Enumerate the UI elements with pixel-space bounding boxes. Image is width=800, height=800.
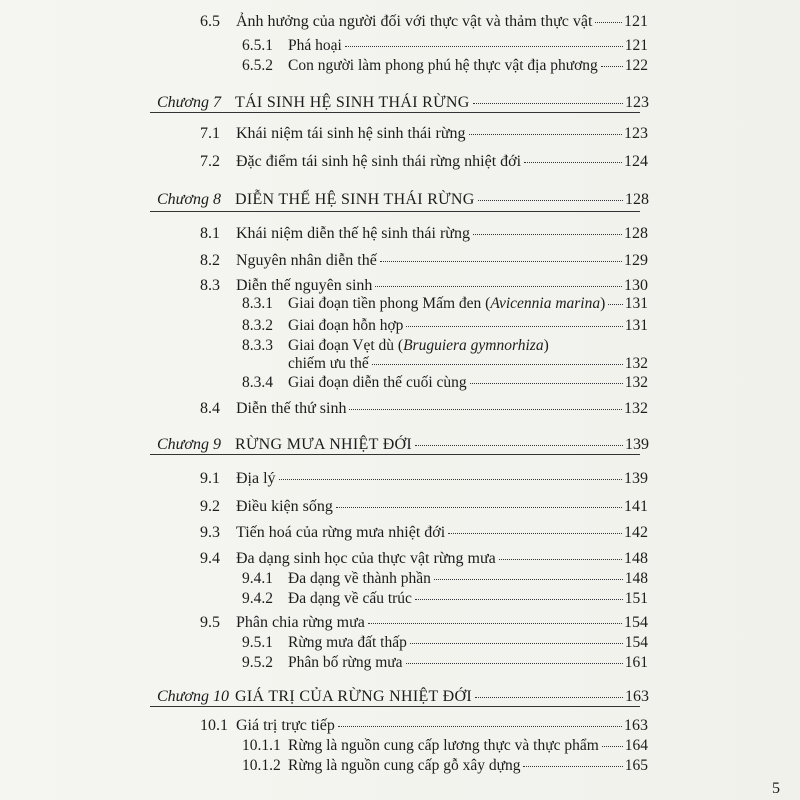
- toc-entry-page: 132: [624, 374, 648, 391]
- toc-entry-title: Địa lý: [236, 470, 276, 487]
- toc-entry-row: [200, 498, 648, 516]
- dot-leader: [349, 408, 622, 410]
- toc-entry-row: [242, 57, 648, 75]
- toc-entry-row: [242, 634, 648, 652]
- dot-leader: [499, 558, 622, 560]
- toc-entry-title: Ảnh hưởng của người đối với thực vật và thảm thực vật: [236, 13, 593, 30]
- dot-leader: [523, 765, 622, 767]
- toc-entry-row: [200, 125, 648, 143]
- toc-entry-number: 9.4.2: [242, 590, 273, 607]
- toc-entry-page: 164: [624, 737, 648, 754]
- toc-entry-page: 123: [624, 125, 648, 142]
- toc-chapter-row: [157, 191, 649, 209]
- toc-entry-number: Chương 10: [157, 688, 229, 705]
- toc-entry-row: [242, 295, 648, 313]
- toc-entry-row: [200, 400, 648, 418]
- toc-entry-page: 161: [624, 654, 648, 671]
- toc-entry-page: 131: [624, 295, 648, 312]
- toc-entry-title: Đa dạng sinh học của thực vật rừng mưa: [236, 550, 496, 567]
- toc-entry-number: 9.5: [200, 614, 220, 631]
- toc-entry-page: 128: [624, 225, 648, 242]
- toc-entry-row: [242, 757, 648, 775]
- dot-leader: [601, 65, 623, 67]
- dot-leader: [415, 598, 623, 600]
- dot-leader: [279, 478, 622, 480]
- toc-entry-row: [200, 470, 648, 488]
- toc-entry-row: [242, 337, 648, 355]
- dot-leader: [448, 532, 622, 534]
- toc-entry-page: 163: [624, 717, 648, 734]
- toc-entry-page: 163: [625, 688, 649, 705]
- toc-entry-row: [242, 654, 648, 672]
- toc-entry-title: chiếm ưu thế: [288, 355, 369, 372]
- toc-entry-number: 9.4: [200, 550, 220, 567]
- toc-entry-row: [200, 277, 648, 295]
- toc-entry-number: 8.3.3: [242, 337, 273, 354]
- toc-entry-title: Phân chia rừng mưa: [236, 614, 365, 631]
- toc-entry-row: [242, 737, 648, 755]
- toc-entry-page: 141: [624, 498, 648, 515]
- dot-leader: [478, 199, 623, 201]
- toc-entry-page: 154: [624, 614, 648, 631]
- toc-entry-title: Giai đoạn hỗn hợp: [288, 317, 404, 334]
- toc-entry-number: 9.1: [200, 470, 220, 487]
- dot-leader: [469, 133, 622, 135]
- toc-entry-number: 8.2: [200, 252, 220, 269]
- toc-entry-title: GIÁ TRỊ CỦA RỪNG NHIỆT ĐỚI: [235, 688, 472, 705]
- toc-entry-title: Diễn thế nguyên sinh: [236, 277, 373, 294]
- dot-leader: [375, 285, 622, 287]
- toc-entry-row: [200, 614, 648, 632]
- toc-entry-title: Đa dạng về thành phần: [288, 570, 431, 587]
- toc-entry-number: 10.1: [200, 717, 228, 734]
- dot-leader: [524, 161, 622, 163]
- chapter-divider-line: [150, 454, 640, 455]
- toc-entry-row: [242, 570, 648, 588]
- toc-entry-title: Giá trị trực tiếp: [236, 717, 335, 734]
- toc-entry-page: 121: [624, 13, 648, 30]
- toc-entry-title: RỪNG MƯA NHIỆT ĐỚI: [235, 436, 413, 453]
- dot-leader: [470, 382, 623, 384]
- dot-leader: [434, 578, 623, 580]
- toc-entry-row: [242, 317, 648, 335]
- species-name: Avicennia marina: [490, 295, 601, 312]
- toc-entry-title: Điều kiện sống: [236, 498, 333, 515]
- toc-entry-number: 6.5.2: [242, 57, 273, 74]
- toc-entry-title: Khái niệm tái sinh hệ sinh thái rừng: [236, 125, 466, 142]
- toc-entry-number: 7.2: [200, 153, 220, 170]
- toc-chapter-row: [157, 436, 649, 454]
- toc-entry-title: Giai đoạn tiền phong Mấm đen (Avicennia marina): [288, 295, 606, 312]
- toc-entry-title: Diễn thế thứ sinh: [236, 400, 347, 417]
- toc-entry-title: Con người làm phong phú hệ thực vật địa phương: [288, 57, 598, 74]
- dot-leader: [406, 662, 623, 664]
- toc-entry-page: 130: [624, 277, 648, 294]
- toc-entry-number: 6.5.1: [242, 37, 273, 54]
- toc-entry-page: 148: [624, 550, 648, 567]
- dot-leader: [415, 444, 623, 446]
- toc-entry-row: [200, 153, 648, 171]
- dot-leader: [410, 642, 623, 644]
- dot-leader: [473, 102, 623, 104]
- toc-entry-page: 139: [624, 470, 648, 487]
- toc-entry-title: Rừng mưa đất thấp: [288, 634, 407, 651]
- toc-entry-title: Tiến hoá của rừng mưa nhiệt đới: [236, 524, 446, 541]
- dot-leader: [473, 233, 622, 235]
- toc-entry-number: Chương 9: [157, 436, 221, 453]
- toc-entry-number: 6.5: [200, 13, 220, 30]
- toc-entry-number: 8.3.1: [242, 295, 273, 312]
- toc-entry-number: 8.3.2: [242, 317, 273, 334]
- toc-entry-row: [242, 590, 648, 608]
- toc-entry-title: Đặc điểm tái sinh hệ sinh thái rừng nhiệt đới: [236, 153, 522, 170]
- toc-entry-page: 124: [624, 153, 648, 170]
- dot-leader: [406, 325, 622, 327]
- toc-entry-number: 9.2: [200, 498, 220, 515]
- toc-chapter-row: [157, 688, 649, 706]
- dot-leader: [475, 696, 623, 698]
- toc-entry-row: [200, 717, 648, 735]
- toc-entry-title: Rừng là nguồn cung cấp gỗ xây dựng: [288, 757, 521, 774]
- toc-entry-title: Nguyên nhân diễn thế: [236, 252, 377, 269]
- toc-entry-title: Giai đoạn Vẹt dù (Bruguiera gymnorhiza): [288, 337, 549, 354]
- toc-entry-row: [242, 37, 648, 55]
- toc-entry-page: 123: [625, 94, 649, 111]
- toc-entry-number: Chương 8: [157, 191, 221, 208]
- toc-entry-number: 9.5.2: [242, 654, 273, 671]
- toc-entry-page: 139: [625, 436, 649, 453]
- toc-entry-title: Phân bố rừng mưa: [288, 654, 403, 671]
- toc-entry-number: 10.1.1: [242, 737, 281, 754]
- toc-entry-page: 131: [624, 317, 648, 334]
- dot-leader: [595, 21, 622, 23]
- toc-entry-page: 132: [624, 355, 648, 372]
- toc-entry-title: Phá hoại: [288, 37, 342, 54]
- chapter-divider-line: [150, 112, 640, 113]
- dot-leader: [336, 506, 622, 508]
- toc-entry-row: [200, 524, 648, 542]
- toc-entry-page: 132: [624, 400, 648, 417]
- toc-entry-row: [242, 374, 648, 392]
- toc-entry-page: 122: [624, 57, 648, 74]
- dot-leader: [372, 363, 623, 365]
- toc-entry-number: 8.4: [200, 400, 220, 417]
- dot-leader: [608, 303, 622, 305]
- toc-entry-number: 9.4.1: [242, 570, 273, 587]
- toc-entry-number: Chương 7: [157, 94, 221, 111]
- toc-entry-row: [288, 355, 648, 373]
- toc-entry-row: [200, 252, 648, 270]
- toc-entry-number: 8.3: [200, 277, 220, 294]
- toc-entry-title: Giai đoạn diễn thế cuối cùng: [288, 374, 467, 391]
- dot-leader: [345, 45, 623, 47]
- toc-entry-number: 8.3.4: [242, 374, 273, 391]
- toc-entry-row: [200, 225, 648, 243]
- toc-entry-page: 142: [624, 524, 648, 541]
- chapter-divider-line: [150, 211, 640, 212]
- toc-entry-page: 165: [624, 757, 648, 774]
- toc-entry-title: Khái niệm diễn thế hệ sinh thái rừng: [236, 225, 470, 242]
- toc-entry-row: [200, 550, 648, 568]
- toc-entry-title: TÁI SINH HỆ SINH THÁI RỪNG: [235, 94, 470, 111]
- dot-leader: [602, 745, 623, 747]
- toc-entry-page: 129: [624, 252, 648, 269]
- toc-entry-number: 10.1.2: [242, 757, 281, 774]
- toc-entry-number: 8.1: [200, 225, 220, 242]
- species-name: Bruguiera gymnorhiza: [403, 337, 544, 354]
- chapter-divider-line: [150, 706, 640, 707]
- toc-entry-number: 7.1: [200, 125, 220, 142]
- toc-entry-page: 128: [625, 191, 649, 208]
- toc-entry-page: 121: [624, 37, 648, 54]
- toc-entry-title: DIỄN THẾ HỆ SINH THÁI RỪNG: [235, 191, 475, 208]
- toc-entry-number: 9.5.1: [242, 634, 273, 651]
- dot-leader: [368, 622, 622, 624]
- toc-entry-page: 154: [624, 634, 648, 651]
- toc-entry-row: [200, 13, 648, 31]
- page-number: 5: [772, 780, 780, 797]
- toc-entry-number: 9.3: [200, 524, 220, 541]
- dot-leader: [380, 260, 622, 262]
- toc-entry-page: 151: [624, 590, 648, 607]
- toc-entry-title: Đa dạng về cấu trúc: [288, 590, 412, 607]
- toc-chapter-row: [157, 94, 649, 112]
- dot-leader: [338, 725, 622, 727]
- toc-entry-page: 148: [624, 570, 648, 587]
- toc-entry-title: Rừng là nguồn cung cấp lương thực và thực phẩm: [288, 737, 599, 754]
